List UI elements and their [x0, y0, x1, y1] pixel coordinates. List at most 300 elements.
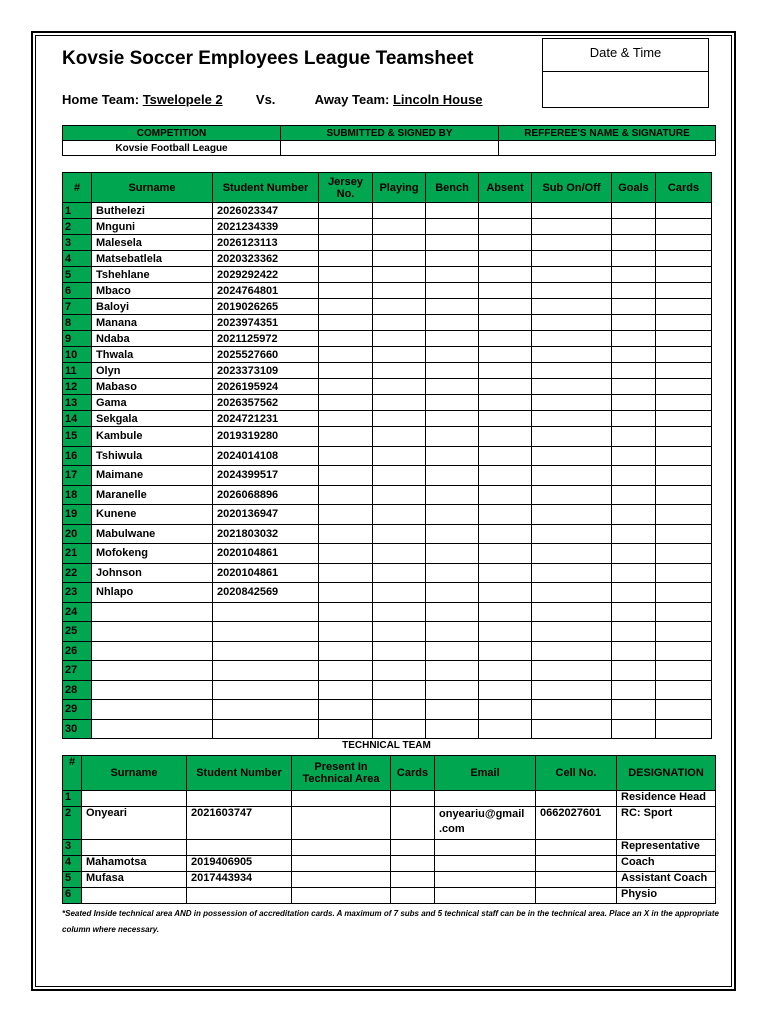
player-sub-cell[interactable]	[532, 203, 612, 219]
player-sub-cell[interactable]	[532, 602, 612, 622]
player-jersey-cell[interactable]	[319, 583, 373, 603]
player-playing-cell[interactable]	[373, 563, 426, 583]
player-sub-cell[interactable]	[532, 347, 612, 363]
player-jersey-cell[interactable]	[319, 219, 373, 235]
player-goals-cell[interactable]	[612, 680, 656, 700]
player-surname[interactable]	[92, 602, 213, 622]
player-absent-cell[interactable]	[479, 602, 532, 622]
player-bench-cell[interactable]	[426, 251, 479, 267]
player-cards-cell[interactable]	[656, 267, 712, 283]
player-student-number[interactable]	[213, 719, 319, 739]
player-goals-cell[interactable]	[612, 583, 656, 603]
player-playing-cell[interactable]	[373, 299, 426, 315]
player-bench-cell[interactable]	[426, 719, 479, 739]
player-cards-cell[interactable]	[656, 583, 712, 603]
player-surname[interactable]: Baloyi	[92, 299, 213, 315]
player-sub-cell[interactable]	[532, 331, 612, 347]
player-surname[interactable]	[92, 700, 213, 720]
player-jersey-cell[interactable]	[319, 411, 373, 427]
player-bench-cell[interactable]	[426, 347, 479, 363]
player-student-number[interactable]: 2026068896	[213, 485, 319, 505]
player-sub-cell[interactable]	[532, 544, 612, 564]
player-cards-cell[interactable]	[656, 235, 712, 251]
player-absent-cell[interactable]	[479, 331, 532, 347]
tech-cell-number[interactable]	[536, 888, 617, 904]
player-sub-cell[interactable]	[532, 466, 612, 486]
tech-present-cell[interactable]	[292, 791, 391, 807]
player-surname[interactable]	[92, 719, 213, 739]
player-sub-cell[interactable]	[532, 299, 612, 315]
player-surname[interactable]: Mbaco	[92, 283, 213, 299]
player-bench-cell[interactable]	[426, 283, 479, 299]
player-playing-cell[interactable]	[373, 315, 426, 331]
player-bench-cell[interactable]	[426, 219, 479, 235]
player-surname[interactable]: Tshiwula	[92, 446, 213, 466]
player-absent-cell[interactable]	[479, 680, 532, 700]
player-goals-cell[interactable]	[612, 219, 656, 235]
player-jersey-cell[interactable]	[319, 602, 373, 622]
player-goals-cell[interactable]	[612, 315, 656, 331]
player-sub-cell[interactable]	[532, 283, 612, 299]
player-sub-cell[interactable]	[532, 680, 612, 700]
player-playing-cell[interactable]	[373, 395, 426, 411]
player-playing-cell[interactable]	[373, 505, 426, 525]
player-playing-cell[interactable]	[373, 331, 426, 347]
player-bench-cell[interactable]	[426, 524, 479, 544]
tech-present-cell[interactable]	[292, 872, 391, 888]
player-absent-cell[interactable]	[479, 485, 532, 505]
player-surname[interactable]	[92, 680, 213, 700]
player-absent-cell[interactable]	[479, 622, 532, 642]
player-bench-cell[interactable]	[426, 661, 479, 681]
player-student-number[interactable]: 2019319280	[213, 427, 319, 447]
player-playing-cell[interactable]	[373, 446, 426, 466]
player-student-number[interactable]	[213, 661, 319, 681]
player-goals-cell[interactable]	[612, 446, 656, 466]
tech-cards-cell[interactable]	[391, 856, 435, 872]
player-playing-cell[interactable]	[373, 485, 426, 505]
player-surname[interactable]: Mnguni	[92, 219, 213, 235]
tech-cell-number[interactable]	[536, 856, 617, 872]
player-jersey-cell[interactable]	[319, 299, 373, 315]
player-goals-cell[interactable]	[612, 363, 656, 379]
player-jersey-cell[interactable]	[319, 251, 373, 267]
player-student-number[interactable]: 2021125972	[213, 331, 319, 347]
player-student-number[interactable]: 2021234339	[213, 219, 319, 235]
player-bench-cell[interactable]	[426, 583, 479, 603]
player-cards-cell[interactable]	[656, 446, 712, 466]
player-jersey-cell[interactable]	[319, 283, 373, 299]
player-cards-cell[interactable]	[656, 219, 712, 235]
player-bench-cell[interactable]	[426, 427, 479, 447]
player-sub-cell[interactable]	[532, 235, 612, 251]
player-bench-cell[interactable]	[426, 563, 479, 583]
player-student-number[interactable]: 2026195924	[213, 379, 319, 395]
player-goals-cell[interactable]	[612, 505, 656, 525]
player-student-number[interactable]: 2025527660	[213, 347, 319, 363]
player-jersey-cell[interactable]	[319, 446, 373, 466]
player-goals-cell[interactable]	[612, 485, 656, 505]
player-jersey-cell[interactable]	[319, 363, 373, 379]
player-absent-cell[interactable]	[479, 251, 532, 267]
player-cards-cell[interactable]	[656, 544, 712, 564]
player-bench-cell[interactable]	[426, 680, 479, 700]
player-surname[interactable]: Mofokeng	[92, 544, 213, 564]
player-bench-cell[interactable]	[426, 602, 479, 622]
player-absent-cell[interactable]	[479, 283, 532, 299]
tech-student-number[interactable]: 2021603747	[187, 807, 292, 840]
tech-student-number[interactable]: 2017443934	[187, 872, 292, 888]
tech-email[interactable]	[435, 888, 536, 904]
player-sub-cell[interactable]	[532, 251, 612, 267]
player-absent-cell[interactable]	[479, 395, 532, 411]
player-bench-cell[interactable]	[426, 379, 479, 395]
tech-present-cell[interactable]	[292, 840, 391, 856]
player-student-number[interactable]: 2026357562	[213, 395, 319, 411]
player-student-number[interactable]: 2019026265	[213, 299, 319, 315]
player-playing-cell[interactable]	[373, 602, 426, 622]
player-absent-cell[interactable]	[479, 661, 532, 681]
player-playing-cell[interactable]	[373, 700, 426, 720]
player-jersey-cell[interactable]	[319, 719, 373, 739]
tech-cards-cell[interactable]	[391, 791, 435, 807]
player-jersey-cell[interactable]	[319, 524, 373, 544]
player-sub-cell[interactable]	[532, 563, 612, 583]
player-sub-cell[interactable]	[532, 427, 612, 447]
tech-present-cell[interactable]	[292, 888, 391, 904]
player-bench-cell[interactable]	[426, 203, 479, 219]
player-student-number[interactable]: 2029292422	[213, 267, 319, 283]
player-surname[interactable]: Manana	[92, 315, 213, 331]
player-student-number[interactable]: 2024721231	[213, 411, 319, 427]
player-bench-cell[interactable]	[426, 700, 479, 720]
tech-surname[interactable]: Onyeari	[82, 807, 187, 840]
player-absent-cell[interactable]	[479, 563, 532, 583]
tech-cards-cell[interactable]	[391, 888, 435, 904]
player-cards-cell[interactable]	[656, 363, 712, 379]
tech-email[interactable]: onyeariu@gmail .com	[435, 807, 536, 840]
player-student-number[interactable]: 2024764801	[213, 283, 319, 299]
player-goals-cell[interactable]	[612, 622, 656, 642]
player-bench-cell[interactable]	[426, 363, 479, 379]
player-surname[interactable]: Buthelezi	[92, 203, 213, 219]
player-sub-cell[interactable]	[532, 661, 612, 681]
player-sub-cell[interactable]	[532, 622, 612, 642]
player-jersey-cell[interactable]	[319, 235, 373, 251]
referee-value[interactable]	[499, 141, 716, 156]
tech-surname[interactable]: Mahamotsa	[82, 856, 187, 872]
tech-email[interactable]	[435, 856, 536, 872]
tech-present-cell[interactable]	[292, 856, 391, 872]
player-playing-cell[interactable]	[373, 283, 426, 299]
player-bench-cell[interactable]	[426, 466, 479, 486]
tech-student-number[interactable]	[187, 791, 292, 807]
player-cards-cell[interactable]	[656, 203, 712, 219]
player-playing-cell[interactable]	[373, 235, 426, 251]
player-absent-cell[interactable]	[479, 583, 532, 603]
player-student-number[interactable]: 2024014108	[213, 446, 319, 466]
player-cards-cell[interactable]	[656, 485, 712, 505]
date-time-field[interactable]	[543, 72, 708, 108]
player-goals-cell[interactable]	[612, 700, 656, 720]
player-jersey-cell[interactable]	[319, 203, 373, 219]
player-sub-cell[interactable]	[532, 379, 612, 395]
player-cards-cell[interactable]	[656, 331, 712, 347]
player-cards-cell[interactable]	[656, 379, 712, 395]
player-goals-cell[interactable]	[612, 641, 656, 661]
player-bench-cell[interactable]	[426, 641, 479, 661]
player-cards-cell[interactable]	[656, 700, 712, 720]
player-playing-cell[interactable]	[373, 524, 426, 544]
player-bench-cell[interactable]	[426, 315, 479, 331]
player-student-number[interactable]	[213, 680, 319, 700]
player-bench-cell[interactable]	[426, 505, 479, 525]
tech-cards-cell[interactable]	[391, 807, 435, 840]
player-jersey-cell[interactable]	[319, 427, 373, 447]
player-absent-cell[interactable]	[479, 505, 532, 525]
player-cards-cell[interactable]	[656, 524, 712, 544]
player-sub-cell[interactable]	[532, 267, 612, 283]
player-goals-cell[interactable]	[612, 395, 656, 411]
player-goals-cell[interactable]	[612, 661, 656, 681]
player-absent-cell[interactable]	[479, 267, 532, 283]
submitted-value[interactable]	[281, 141, 499, 156]
player-jersey-cell[interactable]	[319, 680, 373, 700]
player-surname[interactable]	[92, 622, 213, 642]
player-playing-cell[interactable]	[373, 267, 426, 283]
player-surname[interactable]: Ndaba	[92, 331, 213, 347]
player-cards-cell[interactable]	[656, 283, 712, 299]
player-student-number[interactable]	[213, 602, 319, 622]
player-playing-cell[interactable]	[373, 203, 426, 219]
player-goals-cell[interactable]	[612, 235, 656, 251]
player-goals-cell[interactable]	[612, 203, 656, 219]
player-surname[interactable]: Malesela	[92, 235, 213, 251]
player-playing-cell[interactable]	[373, 363, 426, 379]
player-jersey-cell[interactable]	[319, 347, 373, 363]
player-surname[interactable]: Kunene	[92, 505, 213, 525]
player-sub-cell[interactable]	[532, 485, 612, 505]
player-sub-cell[interactable]	[532, 395, 612, 411]
player-goals-cell[interactable]	[612, 331, 656, 347]
tech-surname[interactable]	[82, 888, 187, 904]
tech-present-cell[interactable]	[292, 807, 391, 840]
player-absent-cell[interactable]	[479, 299, 532, 315]
player-jersey-cell[interactable]	[319, 622, 373, 642]
player-surname[interactable]: Gama	[92, 395, 213, 411]
player-playing-cell[interactable]	[373, 680, 426, 700]
player-student-number[interactable]	[213, 622, 319, 642]
player-surname[interactable]: Mabaso	[92, 379, 213, 395]
tech-email[interactable]	[435, 791, 536, 807]
player-absent-cell[interactable]	[479, 235, 532, 251]
player-playing-cell[interactable]	[373, 411, 426, 427]
player-student-number[interactable]: 2023974351	[213, 315, 319, 331]
player-absent-cell[interactable]	[479, 379, 532, 395]
player-sub-cell[interactable]	[532, 524, 612, 544]
player-goals-cell[interactable]	[612, 267, 656, 283]
tech-cell-number[interactable]	[536, 840, 617, 856]
player-jersey-cell[interactable]	[319, 379, 373, 395]
player-goals-cell[interactable]	[612, 466, 656, 486]
player-sub-cell[interactable]	[532, 719, 612, 739]
player-surname[interactable]: Maranelle	[92, 485, 213, 505]
player-surname[interactable]: Olyn	[92, 363, 213, 379]
player-playing-cell[interactable]	[373, 251, 426, 267]
player-bench-cell[interactable]	[426, 411, 479, 427]
player-bench-cell[interactable]	[426, 395, 479, 411]
tech-cell-number[interactable]	[536, 791, 617, 807]
player-cards-cell[interactable]	[656, 347, 712, 363]
player-cards-cell[interactable]	[656, 395, 712, 411]
tech-cell-number[interactable]	[536, 872, 617, 888]
player-goals-cell[interactable]	[612, 427, 656, 447]
player-surname[interactable]: Kambule	[92, 427, 213, 447]
player-jersey-cell[interactable]	[319, 700, 373, 720]
player-sub-cell[interactable]	[532, 583, 612, 603]
player-surname[interactable]	[92, 641, 213, 661]
player-jersey-cell[interactable]	[319, 544, 373, 564]
player-bench-cell[interactable]	[426, 267, 479, 283]
player-cards-cell[interactable]	[656, 411, 712, 427]
player-absent-cell[interactable]	[479, 466, 532, 486]
tech-student-number[interactable]	[187, 840, 292, 856]
player-bench-cell[interactable]	[426, 446, 479, 466]
player-absent-cell[interactable]	[479, 524, 532, 544]
player-cards-cell[interactable]	[656, 251, 712, 267]
player-student-number[interactable]: 2021803032	[213, 524, 319, 544]
player-playing-cell[interactable]	[373, 427, 426, 447]
player-cards-cell[interactable]	[656, 315, 712, 331]
player-jersey-cell[interactable]	[319, 563, 373, 583]
player-jersey-cell[interactable]	[319, 395, 373, 411]
player-sub-cell[interactable]	[532, 505, 612, 525]
player-student-number[interactable]	[213, 700, 319, 720]
player-absent-cell[interactable]	[479, 347, 532, 363]
player-playing-cell[interactable]	[373, 719, 426, 739]
player-surname[interactable]: Tshehlane	[92, 267, 213, 283]
player-sub-cell[interactable]	[532, 446, 612, 466]
player-sub-cell[interactable]	[532, 363, 612, 379]
player-playing-cell[interactable]	[373, 466, 426, 486]
player-bench-cell[interactable]	[426, 331, 479, 347]
player-bench-cell[interactable]	[426, 299, 479, 315]
player-cards-cell[interactable]	[656, 466, 712, 486]
player-bench-cell[interactable]	[426, 544, 479, 564]
player-absent-cell[interactable]	[479, 700, 532, 720]
player-goals-cell[interactable]	[612, 347, 656, 363]
player-goals-cell[interactable]	[612, 283, 656, 299]
tech-email[interactable]	[435, 840, 536, 856]
player-surname[interactable]	[92, 661, 213, 681]
player-jersey-cell[interactable]	[319, 331, 373, 347]
player-cards-cell[interactable]	[656, 602, 712, 622]
tech-student-number[interactable]: 2019406905	[187, 856, 292, 872]
player-playing-cell[interactable]	[373, 347, 426, 363]
player-jersey-cell[interactable]	[319, 315, 373, 331]
player-surname[interactable]: Thwala	[92, 347, 213, 363]
player-student-number[interactable]: 2023373109	[213, 363, 319, 379]
player-bench-cell[interactable]	[426, 622, 479, 642]
player-playing-cell[interactable]	[373, 641, 426, 661]
player-goals-cell[interactable]	[612, 411, 656, 427]
player-playing-cell[interactable]	[373, 379, 426, 395]
player-goals-cell[interactable]	[612, 299, 656, 315]
player-jersey-cell[interactable]	[319, 641, 373, 661]
player-student-number[interactable]	[213, 641, 319, 661]
player-sub-cell[interactable]	[532, 219, 612, 235]
player-student-number[interactable]: 2026023347	[213, 203, 319, 219]
player-student-number[interactable]: 2024399517	[213, 466, 319, 486]
competition-value[interactable]: Kovsie Football League	[63, 141, 281, 156]
player-playing-cell[interactable]	[373, 544, 426, 564]
player-sub-cell[interactable]	[532, 411, 612, 427]
player-cards-cell[interactable]	[656, 299, 712, 315]
player-sub-cell[interactable]	[532, 641, 612, 661]
player-student-number[interactable]: 2020323362	[213, 251, 319, 267]
tech-cards-cell[interactable]	[391, 872, 435, 888]
player-sub-cell[interactable]	[532, 315, 612, 331]
player-surname[interactable]: Sekgala	[92, 411, 213, 427]
player-cards-cell[interactable]	[656, 505, 712, 525]
player-jersey-cell[interactable]	[319, 267, 373, 283]
player-bench-cell[interactable]	[426, 485, 479, 505]
player-absent-cell[interactable]	[479, 427, 532, 447]
player-jersey-cell[interactable]	[319, 485, 373, 505]
tech-surname[interactable]	[82, 840, 187, 856]
player-cards-cell[interactable]	[656, 661, 712, 681]
player-cards-cell[interactable]	[656, 641, 712, 661]
player-student-number[interactable]: 2020104861	[213, 544, 319, 564]
player-jersey-cell[interactable]	[319, 466, 373, 486]
tech-student-number[interactable]	[187, 888, 292, 904]
player-surname[interactable]: Matsebatlela	[92, 251, 213, 267]
player-absent-cell[interactable]	[479, 219, 532, 235]
player-absent-cell[interactable]	[479, 411, 532, 427]
player-cards-cell[interactable]	[656, 427, 712, 447]
player-bench-cell[interactable]	[426, 235, 479, 251]
player-cards-cell[interactable]	[656, 680, 712, 700]
tech-cards-cell[interactable]	[391, 840, 435, 856]
player-student-number[interactable]: 2026123113	[213, 235, 319, 251]
player-jersey-cell[interactable]	[319, 505, 373, 525]
player-cards-cell[interactable]	[656, 563, 712, 583]
player-sub-cell[interactable]	[532, 700, 612, 720]
tech-cell-number[interactable]: 0662027601	[536, 807, 617, 840]
player-goals-cell[interactable]	[612, 251, 656, 267]
player-playing-cell[interactable]	[373, 219, 426, 235]
player-cards-cell[interactable]	[656, 719, 712, 739]
player-absent-cell[interactable]	[479, 203, 532, 219]
player-absent-cell[interactable]	[479, 719, 532, 739]
tech-surname[interactable]	[82, 791, 187, 807]
player-playing-cell[interactable]	[373, 622, 426, 642]
player-goals-cell[interactable]	[612, 379, 656, 395]
tech-email[interactable]	[435, 872, 536, 888]
player-absent-cell[interactable]	[479, 363, 532, 379]
player-goals-cell[interactable]	[612, 602, 656, 622]
player-absent-cell[interactable]	[479, 544, 532, 564]
player-surname[interactable]: Maimane	[92, 466, 213, 486]
player-goals-cell[interactable]	[612, 524, 656, 544]
player-surname[interactable]: Johnson	[92, 563, 213, 583]
player-surname[interactable]: Mabulwane	[92, 524, 213, 544]
player-absent-cell[interactable]	[479, 446, 532, 466]
player-student-number[interactable]: 2020104861	[213, 563, 319, 583]
player-jersey-cell[interactable]	[319, 661, 373, 681]
player-goals-cell[interactable]	[612, 544, 656, 564]
player-absent-cell[interactable]	[479, 315, 532, 331]
